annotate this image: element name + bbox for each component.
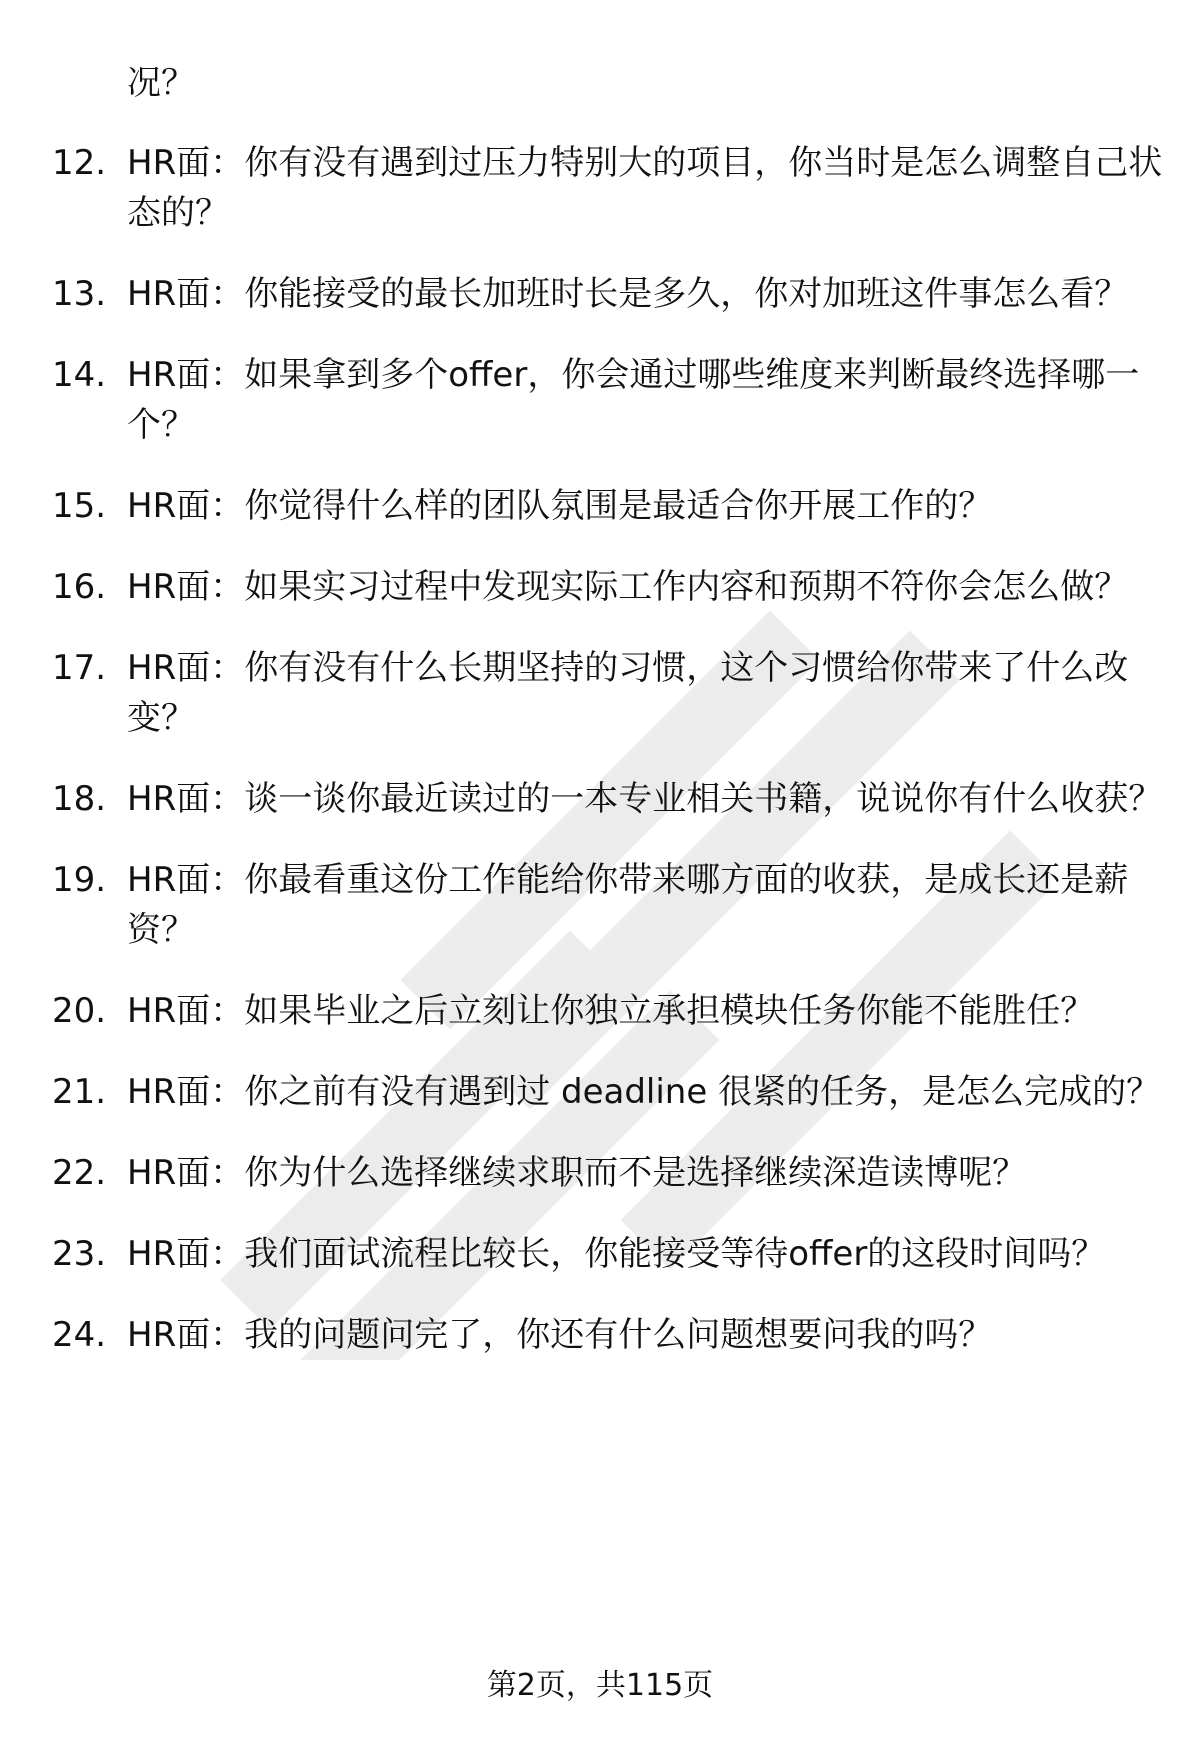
- question-text: HR面：你有没有什么长期坚持的习惯，这个习惯给你带来了什么改变？: [127, 648, 1129, 738]
- question-text: HR面：如果毕业之后立刻让你独立承担模块任务你能不能胜任？: [127, 991, 1095, 1031]
- list-item: [0, 269, 1200, 319]
- list-item: [0, 562, 1200, 612]
- question-text: HR面：我们面试流程比较长，你能接受等待offer的这段时间吗？: [127, 1234, 1106, 1274]
- question-number: 23.: [52, 1234, 107, 1274]
- question-text: HR面：你为什么选择继续求职而不是选择继续深造读博呢？: [127, 1153, 1027, 1193]
- question-text: HR面：如果实习过程中发现实际工作内容和预期不符你会怎么做？: [127, 567, 1129, 607]
- list-item: [0, 1067, 1200, 1117]
- list-item: [0, 774, 1200, 824]
- question-number: 16.: [52, 567, 107, 607]
- list-item: [0, 138, 1200, 238]
- question-number: 17.: [52, 648, 107, 688]
- list-item: [0, 1229, 1200, 1279]
- question-number: 22.: [52, 1153, 107, 1193]
- question-text: HR面：如果拿到多个offer，你会通过哪些维度来判断最终选择哪一个？: [127, 355, 1140, 445]
- question-list: [0, 138, 1200, 1360]
- question-text: HR面：你能接受的最长加班时长是多久，你对加班这件事怎么看？: [127, 274, 1129, 314]
- list-item: [0, 643, 1200, 743]
- question-number: 14.: [52, 355, 107, 395]
- page-footer: 第2页，共115页: [486, 1668, 714, 1703]
- question-text: HR面：你之前有没有遇到过 deadline 很紧的任务，是怎么完成的？: [127, 1072, 1161, 1112]
- question-number: 20.: [52, 991, 107, 1031]
- list-item: [0, 350, 1200, 450]
- question-number: 13.: [52, 274, 107, 314]
- question-text: HR面：你觉得什么样的团队氛围是最适合你开展工作的？: [127, 486, 993, 526]
- question-number: 18.: [52, 779, 107, 819]
- question-number: 15.: [52, 486, 107, 526]
- question-text: HR面：你最看重这份工作能给你带来哪方面的收获，是成长还是薪资？: [127, 860, 1129, 950]
- continued-question-text: 况？: [127, 63, 195, 103]
- list-item: [0, 481, 1200, 531]
- list-item: [0, 855, 1200, 955]
- question-text: HR面：你有没有遇到过压力特别大的项目，你当时是怎么调整自己状态的？: [127, 143, 1163, 233]
- question-text: HR面：我的问题问完了，你还有什么问题想要问我的吗？: [127, 1315, 993, 1355]
- list-item: [0, 986, 1200, 1036]
- question-text: HR面：谈一谈你最近读过的一本专业相关书籍，说说你有什么收获？: [127, 779, 1163, 819]
- question-number: 12.: [52, 143, 107, 183]
- list-item: [0, 1310, 1200, 1360]
- question-number: 24.: [52, 1315, 107, 1355]
- question-number: 19.: [52, 860, 107, 900]
- list-item: [0, 1148, 1200, 1198]
- question-number: 21.: [52, 1072, 107, 1112]
